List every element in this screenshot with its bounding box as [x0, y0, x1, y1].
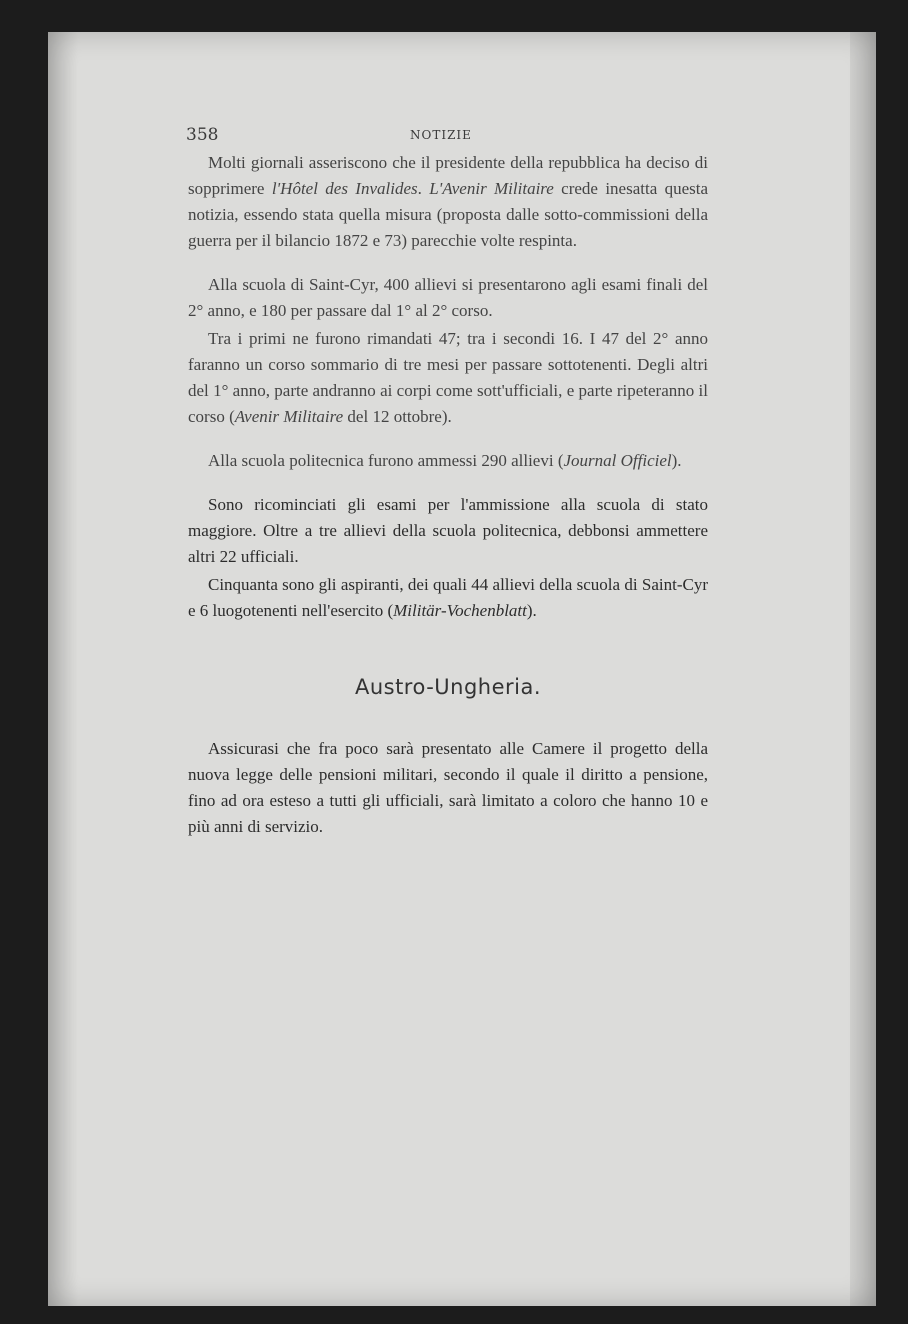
page-number: 358 — [186, 125, 219, 145]
text-run: Molti giornali asseriscono che il presidente della repubblica ha deciso di sopprimere — [188, 153, 708, 198]
page-header — [186, 125, 706, 149]
body-text — [188, 150, 708, 840]
text-run: crede inesatta questa notizia, essendo stata quella misura (proposta dalle sotto-commissioni della guerra per il bilancio 1872 e 73) parecchie volte respinta. — [188, 179, 709, 250]
text-run: Cinquanta sono gli aspiranti, dei quali 44 allievi della scuola di Saint-Cyr e 6 luogotenenti nell'esercito ( — [188, 575, 708, 620]
paragraph-invalides — [188, 150, 708, 254]
paragraph-saint-cyr: Alla scuola di Saint-Cyr, 400 allievi si presentarono agli esami finali del 2° anno, e 180 per passare dal 1° al 2° corso. — [188, 275, 708, 320]
italic-title: Militär-Vochenblatt — [393, 601, 527, 620]
paragraph-stato-maggiore: Sono ricominciati gli esami per l'ammissione alla scuola di stato maggiore. Oltre a tre allievi della scuola politecnica, debbonsi ammettere altri 22 ufficiali. — [188, 495, 708, 566]
italic-title: Avenir Militaire — [234, 407, 344, 426]
page-edge-shadow — [850, 32, 876, 1306]
text-run: . — [417, 179, 430, 198]
section-heading: Austro-Ungheria. — [354, 675, 542, 699]
page-gutter-shadow — [48, 32, 78, 1306]
text-run: ). — [526, 601, 537, 620]
paragraph-rimandati — [188, 326, 708, 430]
text-run: del 12 ottobre). — [343, 407, 452, 426]
italic-title: Journal Officiel — [563, 451, 672, 470]
paragraph-pensioni: Assicurasi che fra poco sarà presentato alle Camere il progetto della nuova legge delle pensioni militari, secondo il quale il diritto a pensione, fino ad ora esteso a tutti gli ufficiali, sarà limitato a coloro che hanno 10 e più anni di servizio. — [188, 739, 708, 836]
running-head: NOTIZIE — [410, 128, 472, 142]
paragraph-aspiranti — [188, 572, 708, 624]
text-run: Alla scuola politecnica furono ammessi 290 allievi ( — [208, 451, 564, 470]
text-run: Tra i primi ne furono rimandati 47; tra i secondi 16. I 47 del 2° anno faranno un corso sommario di tre mesi per passare sottotenenti. Degli altri del 1° anno, parte andranno ai corpi come sott'ufficiali, e parte ripeteranno il corso ( — [188, 329, 708, 426]
italic-title: l'Hôtel des Invalides — [271, 179, 418, 198]
text-run: ). — [671, 451, 682, 470]
paragraph-politecnica — [188, 448, 708, 474]
italic-title: L'Avenir Militaire — [429, 179, 554, 198]
